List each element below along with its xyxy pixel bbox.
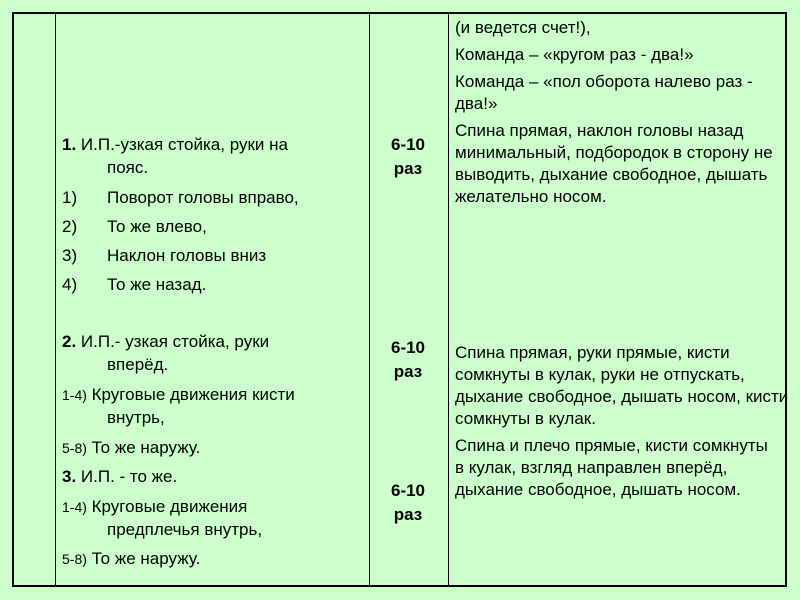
- notes-block-1: [455, 17, 795, 213]
- reps-count: 6-10: [390, 481, 426, 500]
- note-text: Спина и плечо прямые, кисти сомкнуты в кулак, взгляд направлен вперёд, дыхание свободное, дышать носом.: [455, 436, 768, 499]
- note-text: Команда – «пол оборота налево раз - два!»: [455, 72, 753, 113]
- reps-3: [369, 479, 447, 527]
- reps-1: [369, 133, 447, 181]
- exercise-3-step-cont: предплечья внутрь,: [107, 520, 263, 539]
- exercise-2-step: 1-4) Круговые движения кисти: [62, 385, 295, 404]
- exercise-column: 1. И.П.-узкая стойка, руки на пояс. 1) Поворот головы вправо, 2) То же влево, 3) Наклон головы вниз 4) То же назад. 2. И.П.- узкая стойка, руки вперёд. 1-4) Круговые движения кисти внутрь, 5-8) То же наружу. 3. И.П. - то же. 1-4) Круговые движения предплечья внутрь, 5-8) То же наружу.: [62, 135, 299, 568]
- exercise-1-title-cont: пояс.: [107, 158, 149, 177]
- reps-unit: раз: [393, 362, 423, 381]
- note-text: Команда – «кругом раз - два!»: [455, 45, 694, 64]
- exercise-2-step: 5-8) То же наружу.: [62, 438, 201, 457]
- notes-block-2: [455, 342, 795, 506]
- reps-2: [369, 336, 447, 384]
- exercise-1-title: 1. И.П.-узкая стойка, руки на: [62, 135, 288, 154]
- note-text: Спина прямая, наклон головы назад минимальный, подбородок в сторону не выводить, дыхание свободное, дышать желательно носом.: [455, 121, 773, 206]
- note-text: Спина прямая, руки прямые, кисти сомкнуты в кулак, руки не отпускать, дыхание свободное, дышать носом, кисти сомкнуты в кулак.: [455, 343, 789, 428]
- reps-count: 6-10: [390, 338, 426, 357]
- column-divider: [448, 14, 449, 585]
- note-text: (и ведется счет!),: [455, 18, 591, 37]
- exercise-3-title: 3. И.П. - то же.: [62, 467, 178, 486]
- reps-unit: раз: [393, 159, 423, 178]
- exercise-3-step: 1-4) Круговые движения: [62, 497, 248, 516]
- exercise-3-step: 5-8) То же наружу.: [62, 549, 201, 568]
- exercise-2-title-cont: вперёд.: [107, 355, 169, 374]
- exercise-2-title: 2. И.П.- узкая стойка, руки: [62, 332, 270, 351]
- exercise-2-step-cont: внутрь,: [107, 408, 165, 427]
- reps-unit: раз: [393, 505, 423, 524]
- reps-count: 6-10: [390, 135, 426, 154]
